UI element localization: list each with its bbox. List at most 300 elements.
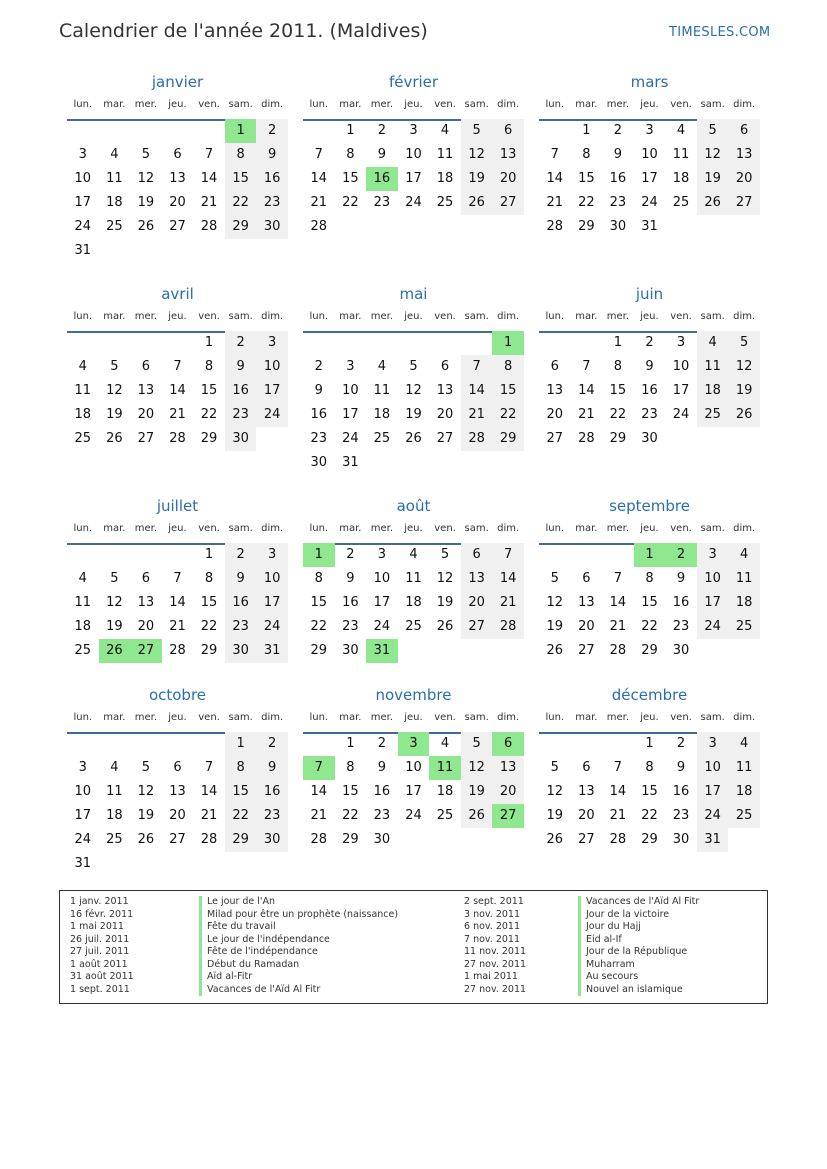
legend-date: 1 mai 2011 — [70, 921, 124, 932]
holiday-day-cell: 16 — [366, 167, 398, 191]
day-cell: 25 — [697, 403, 729, 427]
day-cell: 23 — [225, 615, 257, 639]
day-cell: 31 — [641, 219, 658, 234]
day-cell: 2 — [346, 547, 355, 562]
day-cell: 4 — [409, 547, 418, 562]
day-cell: 19 — [546, 808, 564, 823]
day-cell: 24 — [342, 431, 359, 446]
day-cell: 25 — [436, 808, 454, 823]
day-cell: 18 — [672, 171, 690, 186]
day-cell: 24 — [373, 619, 391, 634]
weekday-label: ven. — [434, 523, 456, 534]
day-cell: 8 — [204, 359, 214, 374]
day-cell: 2 — [377, 736, 387, 751]
day-cell: 14 — [546, 171, 564, 186]
day-cell: 3 — [676, 335, 686, 350]
day-cell: 14 — [578, 383, 595, 398]
weekday-label: sam. — [464, 99, 489, 110]
weekday-label: sam. — [228, 712, 253, 723]
day-cell: 20 — [492, 167, 524, 191]
weekday-label: ven. — [198, 99, 220, 110]
day-cell: 20 — [578, 808, 595, 823]
day-cell: 10 — [256, 567, 288, 591]
day-cell: 4 — [728, 543, 760, 567]
day-cell: 21 — [492, 591, 524, 615]
day-cell: 15 — [200, 383, 218, 398]
day-cell: 27 — [492, 191, 524, 215]
day-cell: 23 — [641, 407, 658, 422]
weekday-label: jeu. — [640, 311, 659, 322]
day-cell: 1 — [645, 736, 654, 751]
day-cell: 5 — [550, 571, 559, 586]
day-cell: 6 — [461, 543, 493, 567]
weekday-label: mer. — [370, 523, 394, 534]
weekday-label: lun. — [545, 523, 565, 534]
day-cell: 25 — [106, 219, 123, 234]
day-cell: 16 — [256, 167, 288, 191]
day-cell: 6 — [582, 571, 591, 586]
weekday-label: lun. — [73, 523, 93, 534]
site-logo[interactable]: TIMESLES.COM — [669, 25, 771, 40]
weekday-label: jeu. — [640, 99, 659, 110]
day-cell: 24 — [405, 195, 422, 210]
day-cell: 19 — [405, 407, 422, 422]
day-cell: 22 — [492, 403, 524, 427]
day-cell: 16 — [373, 784, 391, 799]
weekday-label: mar. — [339, 712, 362, 723]
day-cell: 27 — [728, 191, 760, 215]
day-cell: 13 — [137, 595, 155, 610]
weekday-label: mer. — [606, 99, 630, 110]
day-cell: 7 — [582, 359, 591, 374]
day-cell: 17 — [74, 808, 92, 823]
day-cell: 27 — [578, 832, 595, 847]
day-cell: 30 — [225, 427, 257, 451]
day-cell: 26 — [546, 643, 564, 658]
weekday-label: lun. — [309, 523, 329, 534]
day-cell: 20 — [436, 407, 454, 422]
day-cell: 27 — [546, 431, 564, 446]
day-cell: 23 — [373, 808, 391, 823]
day-cell: 27 — [461, 615, 493, 639]
weekday-label: dim. — [497, 311, 520, 322]
day-cell: 22 — [200, 619, 218, 634]
day-cell: 20 — [169, 195, 186, 210]
weekday-label: dim. — [733, 712, 756, 723]
weekday-label: mar. — [339, 311, 362, 322]
day-cell: 13 — [169, 171, 186, 186]
day-cell: 2 — [225, 543, 257, 567]
day-cell: 16 — [225, 379, 257, 403]
day-cell: 6 — [582, 760, 591, 775]
holiday-day-cell: 7 — [303, 756, 335, 780]
legend-date: 6 nov. 2011 — [464, 921, 520, 932]
day-cell: 11 — [74, 383, 92, 398]
day-cell: 25 — [74, 431, 92, 446]
day-cell: 29 — [641, 643, 658, 658]
day-cell: 16 — [609, 171, 627, 186]
day-cell: 17 — [256, 379, 288, 403]
weekday-label: sam. — [700, 712, 725, 723]
day-cell: 7 — [314, 147, 323, 162]
day-cell: 28 — [609, 643, 627, 658]
legend-holiday-name: Le jour de l'An — [199, 896, 275, 909]
day-cell: 9 — [676, 571, 686, 586]
day-cell: 20 — [578, 619, 595, 634]
day-cell: 26 — [106, 431, 123, 446]
weekday-label: mer. — [606, 712, 630, 723]
day-cell: 14 — [200, 784, 218, 799]
day-cell: 1 — [346, 736, 355, 751]
day-cell: 1 — [204, 547, 214, 562]
holiday-day-cell: 26 — [99, 639, 131, 663]
day-cell: 14 — [492, 567, 524, 591]
day-cell: 16 — [310, 407, 328, 422]
weekday-label: mar. — [103, 311, 126, 322]
day-cell: 9 — [225, 567, 257, 591]
weekday-label: sam. — [464, 311, 489, 322]
day-cell: 12 — [106, 595, 123, 610]
day-cell: 11 — [728, 567, 760, 591]
day-cell: 25 — [405, 619, 422, 634]
day-cell: 16 — [342, 595, 359, 610]
day-cell: 11 — [106, 171, 123, 186]
day-cell: 26 — [405, 431, 422, 446]
day-cell: 5 — [110, 359, 119, 374]
day-cell: 16 — [672, 595, 690, 610]
day-cell: 9 — [256, 756, 288, 780]
day-cell: 14 — [609, 784, 627, 799]
day-cell: 11 — [672, 147, 690, 162]
day-cell: 13 — [169, 784, 186, 799]
day-cell: 21 — [546, 195, 564, 210]
day-cell: 6 — [141, 571, 151, 586]
day-cell: 8 — [314, 571, 323, 586]
day-cell: 19 — [137, 808, 155, 823]
holiday-day-cell: 1 — [303, 543, 335, 567]
day-cell: 13 — [492, 756, 524, 780]
weekday-label: jeu. — [168, 712, 187, 723]
day-cell: 12 — [697, 143, 729, 167]
day-cell: 14 — [200, 171, 218, 186]
day-cell: 26 — [546, 832, 564, 847]
day-cell: 3 — [78, 760, 87, 775]
day-cell: 15 — [641, 595, 658, 610]
day-cell: 17 — [697, 780, 729, 804]
day-cell: 2 — [645, 335, 654, 350]
day-cell: 2 — [256, 732, 288, 756]
weekday-header — [67, 311, 288, 333]
month-name: juin — [635, 285, 664, 303]
day-cell: 9 — [377, 760, 387, 775]
weekday-label: jeu. — [640, 712, 659, 723]
weekday-label: mar. — [103, 523, 126, 534]
day-cell: 30 — [373, 832, 391, 847]
day-cell: 20 — [546, 407, 564, 422]
legend-holiday-name: Fête de l'indépendance — [199, 946, 318, 959]
weekday-label: ven. — [670, 311, 692, 322]
day-cell: 13 — [461, 567, 493, 591]
day-cell: 16 — [672, 784, 690, 799]
day-cell: 25 — [106, 832, 123, 847]
day-cell: 29 — [200, 431, 218, 446]
weekday-label: jeu. — [640, 523, 659, 534]
legend-date: 11 nov. 2011 — [464, 946, 527, 957]
day-cell: 30 — [641, 431, 658, 446]
weekday-label: sam. — [464, 712, 489, 723]
day-cell: 12 — [405, 383, 422, 398]
day-cell: 29 — [492, 427, 524, 451]
page-title: Calendrier de l'année 2011. (Maldives) — [59, 20, 428, 42]
weekday-label: dim. — [497, 523, 520, 534]
day-cell: 4 — [440, 736, 450, 751]
day-cell: 7 — [204, 147, 214, 162]
holiday-day-cell: 3 — [398, 732, 430, 756]
legend-date: 1 août 2011 — [70, 958, 128, 970]
day-cell: 15 — [609, 383, 627, 398]
day-cell: 8 — [582, 147, 591, 162]
day-cell: 24 — [74, 832, 92, 847]
legend-date: 1 janv. 2011 — [70, 896, 129, 907]
day-cell: 27 — [169, 219, 186, 234]
month-name: août — [396, 497, 431, 515]
day-cell: 2 — [314, 359, 323, 374]
day-cell: 27 — [169, 832, 186, 847]
day-cell: 8 — [645, 760, 654, 775]
day-cell: 20 — [169, 808, 186, 823]
weekday-label: mar. — [575, 523, 598, 534]
holiday-day-cell: 1 — [492, 331, 524, 355]
day-cell: 23 — [672, 808, 690, 823]
day-cell: 22 — [609, 407, 627, 422]
weekday-label: lun. — [545, 311, 565, 322]
day-cell: 22 — [641, 808, 658, 823]
day-cell: 22 — [310, 619, 328, 634]
day-cell: 9 — [377, 147, 387, 162]
day-cell: 30 — [609, 219, 627, 234]
day-cell: 3 — [78, 147, 87, 162]
day-cell: 18 — [373, 407, 391, 422]
day-cell: 5 — [141, 760, 151, 775]
day-cell: 17 — [256, 591, 288, 615]
day-cell: 5 — [110, 571, 119, 586]
holiday-day-cell: 1 — [225, 119, 257, 143]
day-cell: 1 — [225, 732, 257, 756]
day-cell: 4 — [697, 331, 729, 355]
day-cell: 24 — [74, 219, 92, 234]
day-cell: 20 — [137, 407, 155, 422]
weekday-label: mar. — [575, 311, 598, 322]
day-cell: 31 — [74, 243, 92, 258]
day-cell: 25 — [373, 431, 391, 446]
weekday-label: jeu. — [404, 523, 423, 534]
day-cell: 24 — [641, 195, 658, 210]
weekday-header — [67, 523, 288, 545]
day-cell: 4 — [676, 123, 686, 138]
day-cell: 30 — [225, 639, 257, 663]
day-cell: 9 — [346, 571, 355, 586]
day-cell: 18 — [728, 780, 760, 804]
day-cell: 17 — [74, 195, 92, 210]
day-cell: 10 — [697, 567, 729, 591]
day-cell: 12 — [137, 171, 155, 186]
day-cell: 1 — [613, 335, 623, 350]
day-cell: 23 — [310, 431, 328, 446]
weekday-label: jeu. — [168, 311, 187, 322]
day-cell: 19 — [461, 780, 493, 804]
weekday-label: mer. — [134, 99, 158, 110]
day-cell: 14 — [169, 595, 186, 610]
day-cell: 10 — [405, 147, 422, 162]
day-cell: 3 — [697, 732, 729, 756]
day-cell: 8 — [346, 147, 355, 162]
weekday-label: mer. — [370, 311, 394, 322]
day-cell: 13 — [578, 595, 595, 610]
day-cell: 5 — [697, 119, 729, 143]
day-cell: 21 — [578, 407, 595, 422]
day-cell: 30 — [256, 215, 288, 239]
legend-holiday-name: Jour du Hajj — [578, 921, 641, 934]
weekday-label: ven. — [434, 99, 456, 110]
legend-holiday-name: Muharram — [578, 959, 635, 972]
weekday-label: dim. — [261, 311, 284, 322]
day-cell: 6 — [141, 359, 151, 374]
day-cell: 23 — [672, 619, 690, 634]
weekday-label: lun. — [73, 311, 93, 322]
day-cell: 3 — [645, 123, 654, 138]
day-cell: 23 — [256, 191, 288, 215]
day-cell: 18 — [106, 195, 123, 210]
day-cell: 6 — [492, 119, 524, 143]
day-cell: 11 — [697, 355, 729, 379]
day-cell: 13 — [546, 383, 564, 398]
day-cell: 7 — [492, 543, 524, 567]
day-cell: 17 — [373, 595, 391, 610]
day-cell: 29 — [200, 643, 218, 658]
day-cell: 10 — [405, 760, 422, 775]
holiday-day-cell: 2 — [665, 543, 697, 567]
day-cell: 9 — [314, 383, 323, 398]
weekday-label: dim. — [733, 311, 756, 322]
day-cell: 26 — [137, 832, 155, 847]
weekday-label: mar. — [575, 99, 598, 110]
weekday-label: mer. — [134, 311, 158, 322]
month-name: octobre — [148, 686, 207, 704]
day-cell: 5 — [728, 331, 760, 355]
weekday-label: dim. — [261, 712, 284, 723]
day-cell: 12 — [461, 143, 493, 167]
day-cell: 4 — [440, 123, 450, 138]
legend-date: 1 mai 2011 — [464, 971, 518, 982]
month-name: mars — [630, 73, 669, 91]
day-cell: 21 — [169, 407, 186, 422]
day-cell: 28 — [546, 219, 564, 234]
day-cell: 3 — [346, 359, 355, 374]
weekday-label: jeu. — [168, 99, 187, 110]
day-cell: 2 — [613, 123, 623, 138]
day-cell: 12 — [728, 355, 760, 379]
day-cell: 6 — [550, 359, 559, 374]
day-cell: 31 — [342, 455, 359, 470]
day-cell: 5 — [440, 547, 450, 562]
weekday-label: sam. — [228, 523, 253, 534]
legend-holiday-name: Au secours — [578, 971, 638, 984]
month-name: novembre — [375, 686, 452, 704]
day-cell: 30 — [672, 832, 690, 847]
day-cell: 14 — [461, 379, 493, 403]
weekday-label: ven. — [670, 523, 692, 534]
weekday-header — [303, 523, 524, 545]
legend-date: 2 sept. 2011 — [464, 896, 524, 907]
weekday-label: sam. — [464, 523, 489, 534]
day-cell: 16 — [256, 780, 288, 804]
holiday-day-cell: 31 — [366, 639, 398, 663]
weekday-label: dim. — [497, 99, 520, 110]
day-cell: 29 — [310, 643, 328, 658]
day-cell: 18 — [405, 595, 422, 610]
weekday-label: mar. — [103, 99, 126, 110]
day-cell: 5 — [461, 119, 493, 143]
legend-holiday-name: Fête du travail — [199, 921, 276, 934]
day-cell: 5 — [550, 760, 559, 775]
day-cell: 30 — [310, 455, 328, 470]
weekday-label: mer. — [134, 523, 158, 534]
day-cell: 10 — [74, 171, 92, 186]
day-cell: 29 — [225, 828, 257, 852]
legend-date: 7 nov. 2011 — [464, 933, 520, 945]
day-cell: 22 — [641, 619, 658, 634]
day-cell: 3 — [256, 543, 288, 567]
weekday-header — [539, 99, 760, 121]
day-cell: 9 — [613, 147, 623, 162]
month-name: septembre — [609, 497, 690, 515]
day-cell: 15 — [578, 171, 595, 186]
legend-holiday-name: Eid al-If — [578, 934, 622, 947]
month-name: janvier — [151, 73, 204, 91]
day-cell: 28 — [609, 832, 627, 847]
weekday-label: ven. — [434, 712, 456, 723]
day-cell: 9 — [225, 355, 257, 379]
day-cell: 19 — [106, 619, 123, 634]
legend-date: 16 févr. 2011 — [70, 908, 134, 920]
day-cell: 15 — [310, 595, 328, 610]
weekday-label: mar. — [103, 712, 126, 723]
day-cell: 29 — [225, 215, 257, 239]
day-cell: 17 — [641, 171, 658, 186]
day-cell: 25 — [436, 195, 454, 210]
day-cell: 3 — [697, 543, 729, 567]
day-cell: 5 — [409, 359, 418, 374]
day-cell: 25 — [728, 615, 760, 639]
weekday-label: dim. — [261, 523, 284, 534]
day-cell: 23 — [609, 195, 627, 210]
weekday-label: dim. — [261, 99, 284, 110]
day-cell: 23 — [373, 195, 391, 210]
day-cell: 10 — [256, 355, 288, 379]
day-cell: 23 — [342, 619, 359, 634]
day-cell: 21 — [310, 808, 328, 823]
day-cell: 7 — [550, 147, 559, 162]
day-cell: 31 — [256, 639, 288, 663]
day-cell: 17 — [405, 784, 422, 799]
holiday-day-cell: 1 — [634, 543, 666, 567]
day-cell: 12 — [546, 784, 564, 799]
weekday-label: lun. — [545, 712, 565, 723]
legend-holiday-name: Aïd al-Fitr — [199, 971, 252, 984]
day-cell: 15 — [225, 780, 257, 804]
day-cell: 6 — [173, 147, 182, 162]
day-cell: 1 — [582, 123, 591, 138]
